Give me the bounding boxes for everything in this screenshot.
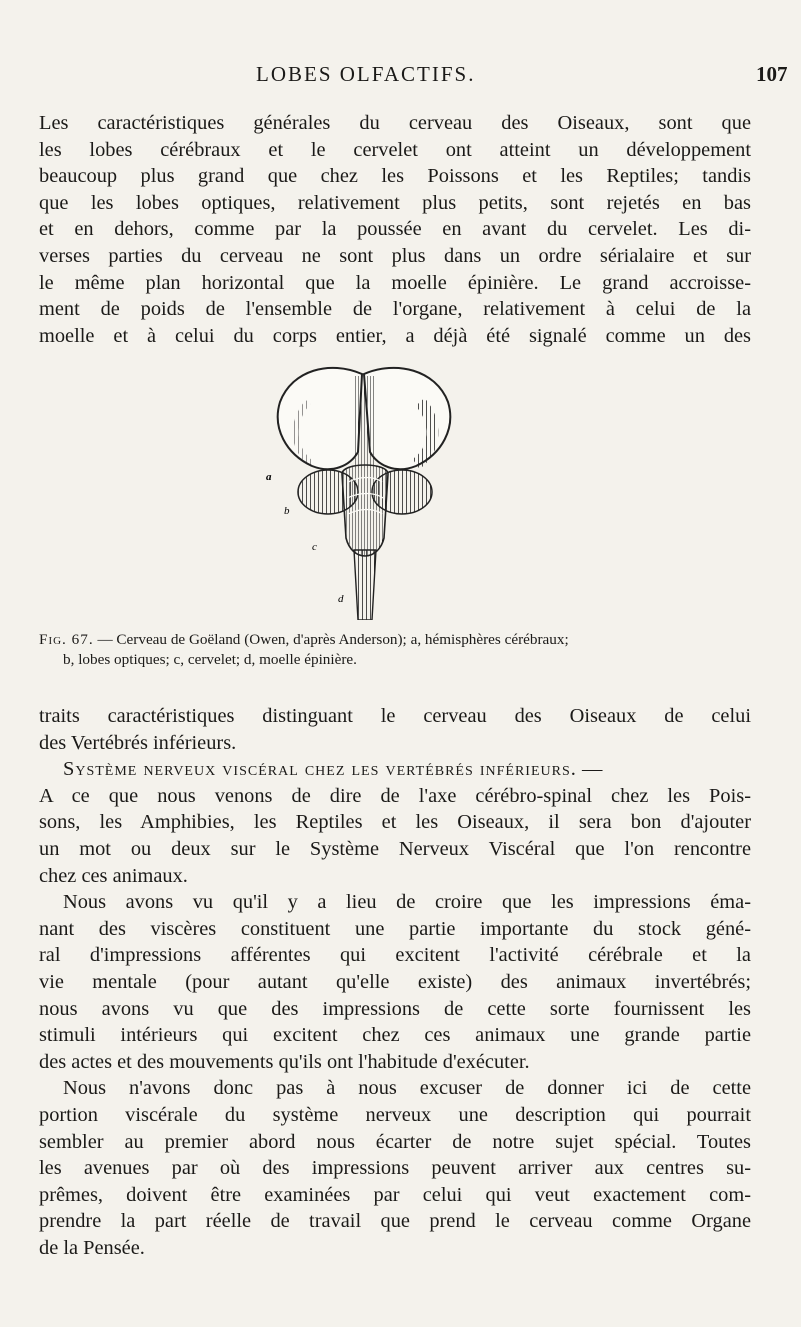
label-c: c	[312, 541, 317, 553]
running-title: LOBES OLFACTIFS.	[256, 62, 476, 86]
paragraph-continuation	[39, 703, 751, 1261]
text-line: nous avons vu que des impressions de cette sorte fournissent les	[39, 997, 751, 1020]
right-hemisphere	[364, 368, 450, 469]
text-line: prêmes, doivent être examinées par celui qui veut exactement com-	[39, 1183, 751, 1206]
text-line: ral d'impressions afférentes qui excitent l'activité cérébrale et la	[39, 944, 751, 967]
text-line: les lobes cérébraux et le cervelet ont atteint un développement	[39, 138, 751, 161]
text-line: et en dehors, comme par la poussée en avant du cervelet. Les di-	[39, 218, 751, 241]
text-line: beaucoup plus grand que chez les Poissons et les Reptiles; tandis	[39, 165, 751, 188]
text-line: vie mentale (pour autant qu'elle existe) des animaux invertébrés;	[39, 970, 751, 993]
text-line: Nous n'avons donc pas à nous excuser de donner ici de cette	[63, 1077, 751, 1100]
text-line: traits caractéristiques distinguant le cerveau des Oiseaux de celui	[39, 705, 751, 727]
cerebellum	[342, 465, 388, 556]
text-line: sons, les Amphibies, les Reptiles et les Oiseaux, il sera bon d'ajouter	[39, 811, 751, 834]
text-line: moelle et à celui du corps entier, a déjà été signalé comme un des	[39, 324, 751, 347]
text-line: stimuli intérieurs qui excitent chez ces animaux une grande partie	[39, 1024, 751, 1047]
text-line: A ce que nous venons de dire de l'axe cérébro-spinal chez les Pois-	[39, 784, 751, 807]
text-line: Nous avons vu qu'il y a lieu de croire que les impressions éma-	[63, 891, 751, 914]
text-line: portion viscérale du système nerveux une description qui pourrait	[39, 1103, 751, 1126]
label-b: b	[284, 505, 290, 517]
text-line: de la Pensée.	[39, 1236, 145, 1259]
text-line: verses parties du cerveau ne sont plus dans un ordre sérialaire et sur	[39, 244, 751, 267]
text-line: prendre la part réelle de travail que prend le cerveau comme Organe	[39, 1210, 751, 1233]
label-a: a	[266, 471, 272, 483]
text-line: des actes et des mouvements qu'ils ont l'habitude d'exécuter.	[39, 1050, 530, 1073]
heading-dash: —	[576, 758, 603, 781]
text-line: ment de poids de l'ensemble de l'organe, relativement à celui de la	[39, 298, 751, 321]
spinal-cord	[354, 550, 376, 620]
label-d: d	[338, 593, 344, 605]
section-heading: Système nerveux viscéral chez les vertébrés inférieurs.	[63, 758, 577, 781]
paragraph-bird-brain	[39, 110, 751, 349]
text-line: le même plan horizontal que la moelle épinière. Le grand accroisse-	[39, 271, 751, 294]
text-line: nant des viscères constituent une partie importante du stock géné-	[39, 917, 751, 940]
text-line: que les lobes optiques, relativement plus petits, sont rejetés en bas	[39, 191, 751, 214]
text-line: un mot ou deux sur le Système Nerveux Viscéral que l'on rencontre	[39, 837, 751, 860]
text-line: Les caractéristiques générales du cerveau des Oiseaux, sont que	[39, 112, 751, 134]
running-head	[0, 62, 801, 92]
page-number: 107	[756, 62, 788, 86]
brain-illustration	[250, 362, 480, 620]
figure-caption	[39, 630, 751, 670]
text-line: des Vertébrés inférieurs.	[39, 731, 237, 754]
text-line: chez ces animaux.	[39, 864, 188, 887]
caption-text: — Cerveau de Goëland (Owen, d'après Anderson); a, hémisphères cérébraux;	[93, 631, 569, 648]
caption-text: b, lobes optiques; c, cervelet; d, moelle épinière.	[63, 651, 357, 668]
figure-number: Fig. 67.	[39, 631, 94, 648]
figure-gull-brain	[250, 362, 480, 620]
text-line: sembler au premier abord nous écarter de notre sujet spécial. Toutes	[39, 1130, 751, 1153]
left-hemisphere	[278, 368, 362, 469]
text-line: les avenues par où des impressions peuvent arriver aux centres su-	[39, 1157, 751, 1180]
